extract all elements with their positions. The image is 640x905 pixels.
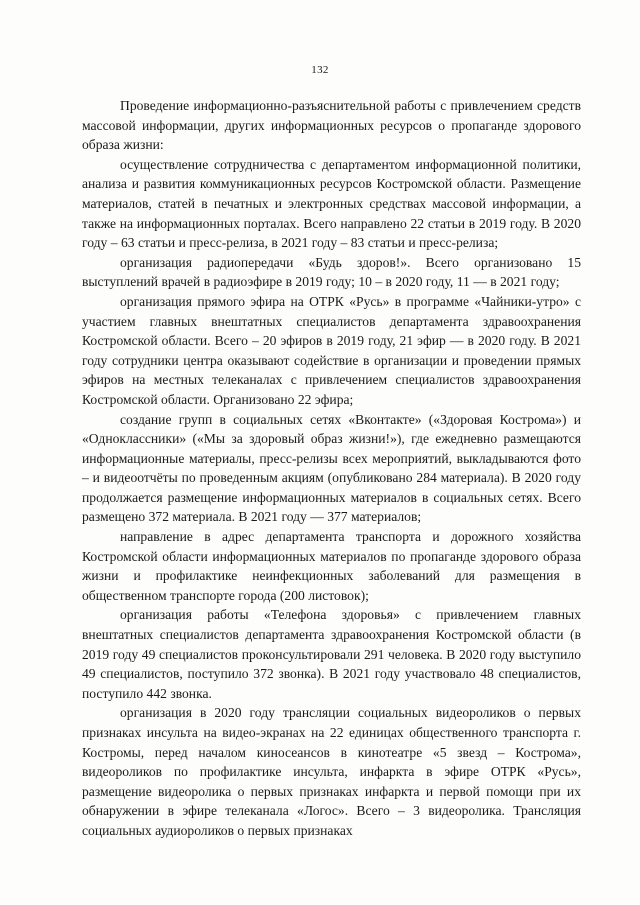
paragraph-radio-program: организация радиопередачи «Будь здоров!». Всего организовано 15 выступлений врачей в радиоэфире в 2019 году; 10 – в 2020 году, 11 — в 2021 году; [82, 254, 581, 290]
paragraph-public-transport: направление в адрес департамента транспорта и дорожного хозяйства Костромской области информационных материалов по пропаганде здорового образа жизни и профилактике неинфекционных заболеваний для размещения в общественном транспорте города (200 листовок); [82, 529, 581, 603]
paragraph-video-broadcast: организация в 2020 году трансляции социальных видеороликов о первых признаках инсульта на видео-экранах на 22 единицах общественного транспорта г. Костромы, перед началом киносеансов в кинотеатре «5 звезд – Кострома», видеороликов по профилактике инсульта, инфаркта в эфире ОТРК «Русь», размещение видеоролика о первых признаках инфаркта и первой помощи при их обнаружении в эфире телеканала «Логос». Всего – 3 видеоролика. Трансляция социальных аудиороликов о первых признаках [82, 705, 581, 838]
document-body [82, 96, 581, 841]
paragraph-social-networks: создание групп в социальных сетях «Вконтакте» («Здоровая Кострома») и «Одноклассники» («Мы за здоровый образ жизни!»), где ежедневно размещаются информационные материалы, пресс-релизы всех мероприятий, выкладываются фото – и видеоотчёты по проведенным акциям (опубликовано 284 материала). В 2020 году продолжается размещение информационных материалов в социальных сетях. Всего размещено 372 материала. В 2021 году — 377 материалов; [82, 411, 581, 525]
paragraph-live-broadcast: организация прямого эфира на ОТРК «Русь» в программе «Чайники-утро» с участием главных внештатных специалистов департамента здравоохранения Костромской области. Всего – 20 эфиров в 2019 году, 21 эфир — в 2020 году. В 2021 году сотрудники центра оказывают содействие в организации и проведении прямых эфиров на местных телеканалах с привлечением специалистов здравоохранения Костромской области. Организовано 22 эфира; [82, 293, 581, 407]
page-number: 132 [311, 64, 329, 76]
paragraph-health-phone: организация работы «Телефона здоровья» с привлечением главных внештатных специалистов департамента здравоохранения Костромской области (в 2019 году 49 специалистов проконсультировали 291 человека. В 2020 году выступило 49 специалистов, поступило 372 звонка). В 2021 году участвовало 48 специалистов, поступило 442 звонка. [82, 607, 581, 701]
paragraph-cooperation-department: осуществление сотрудничества с департаментом информационной политики, анализа и развития коммуникационных ресурсов Костромской области. Размещение материалов, статей в печатных и электронных средствах массовой информации, а также на информационных порталах. Всего направлено 22 статьи в 2019 году. В 2020 году – 63 статьи и пресс-релиза, в 2021 году – 83 статьи и пресс-релиза; [82, 156, 581, 251]
paragraph-intro: Проведение информационно-разъяснительной работы с привлечением средств массовой информации, других информационных ресурсов о пропаганде здорового образа жизни: [82, 98, 581, 153]
